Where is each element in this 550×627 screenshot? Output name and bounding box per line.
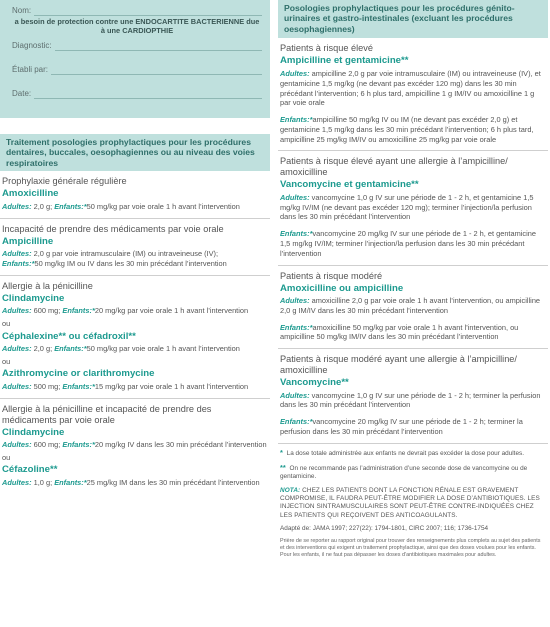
adultes-label: Adultes: bbox=[2, 249, 32, 259]
source-citation: Adapté de: JAMA 1997; 227(22): 1794-1801, CIRC 2007; 116; 1736-1754 bbox=[280, 525, 489, 533]
drug-name: Amoxicilline ou ampicilline bbox=[280, 282, 404, 294]
dose-text bbox=[2, 344, 268, 354]
nota-text: CHEZ LES PATIENTS DONT LA FONCTION RÉNALE EST GRAVEMENT COMPROMISE, IL FAUDRA PEUT-ÊTRE MODIFIER LA DOSE D’ANTIBIOTIQUES. LES INJECTION SINTRAMUSCULAIRES SONT PEUT-ÊTRE CONTRE-INDIQUÉES CHEZ LES PATIENTS QUI REÇOIVENT DES ANTICOAGULANTS. bbox=[280, 486, 540, 519]
star-mark: * bbox=[91, 440, 95, 450]
group-title: Patients à risque élevé bbox=[280, 43, 373, 54]
dose-text bbox=[2, 478, 268, 488]
date-label: Date: bbox=[12, 89, 32, 99]
drug-name: Ampicilline et gentamicine** bbox=[280, 55, 409, 67]
footnote-text: La dose totale administrée aux enfants ne devrait pas excéder la dose pour adultes. bbox=[286, 449, 524, 457]
left-section-penicillin-allergy bbox=[0, 281, 270, 399]
enfants-label: Enfants: bbox=[280, 229, 310, 239]
star-mark: * bbox=[309, 115, 313, 125]
dose-text bbox=[280, 69, 546, 108]
fine-print: Prière de se reporter au rapport original pour trouver des renseignements plus complets au sujet des patients et des interventions qui exigent un traitement prophylactique, ainsi que des doses voulues pour les enfants. Pour les enfants, il ne faut pas dépasser les doses d’antibiotiques maximales pour adultes. bbox=[280, 538, 541, 559]
dose-text bbox=[2, 440, 268, 450]
star-mark: * bbox=[309, 229, 313, 239]
child-dose: 20 mg/kg IV dans les 30 min précédant l’intervention bbox=[94, 440, 267, 450]
adult-dose: 2,0 g par voie intramusculaire (IM) ou intraveineuse (IV); bbox=[31, 249, 219, 259]
footnote-mark: ** bbox=[280, 463, 286, 473]
footnote-text: On ne recommande pas l’administration d’une seconde dose de vancomycine ou de gentamicine. bbox=[280, 465, 528, 481]
dose-text bbox=[280, 229, 546, 258]
dose-text bbox=[280, 296, 546, 316]
enfants-label: Enfants: bbox=[62, 440, 92, 450]
group-title: Patients à risque modéré bbox=[280, 270, 383, 281]
adultes-label: Adultes: bbox=[2, 440, 32, 450]
enfants-label: Enfants: bbox=[62, 306, 92, 316]
right-column bbox=[278, 0, 548, 564]
footnote-single-star bbox=[280, 448, 546, 458]
left-column bbox=[0, 0, 270, 494]
enfants-label: Enfants: bbox=[54, 201, 84, 211]
child-dose: 25 mg/kg IM dans les 30 min précédant l’intervention bbox=[86, 477, 260, 487]
star-mark: * bbox=[83, 201, 87, 211]
adult-dose: 2,0 g; bbox=[31, 344, 55, 354]
dose-text bbox=[280, 193, 546, 222]
star-mark: * bbox=[83, 477, 87, 487]
left-section-general bbox=[0, 176, 270, 218]
star-mark: * bbox=[91, 381, 95, 391]
or-separator: ou bbox=[2, 356, 11, 366]
nota-note bbox=[280, 487, 546, 520]
child-dose: 15 mg/kg par voie orale 1 h avant l’intervention bbox=[94, 381, 249, 391]
dose-text bbox=[2, 202, 268, 212]
drug-name: Amoxicilline bbox=[2, 188, 59, 200]
drug-name: Clindamycine bbox=[2, 426, 65, 438]
adultes-label: Adultes: bbox=[280, 192, 310, 202]
left-section-no-oral bbox=[0, 224, 270, 276]
dose-text bbox=[280, 323, 546, 343]
adult-dose: vancomycine 1,0 g IV sur une période de 1 - 2 h, et gentamicine 1,5 mg/kg IV/IM (ne devant pas excéder 120 mg); terminer l’injection/la perfusion dans les 30 min précédant l’intervention bbox=[280, 192, 534, 222]
or-separator: ou bbox=[2, 319, 11, 329]
child-dose: 50 mg/kg par voie orale 1 h avant l’intervention bbox=[86, 344, 240, 354]
nota-label: NOTA: bbox=[280, 486, 301, 494]
drug-name: Céphalexine** ou céfadroxil** bbox=[2, 330, 136, 342]
dose-text bbox=[280, 417, 546, 437]
adult-dose: 1,0 g; bbox=[31, 477, 55, 487]
star-mark: * bbox=[309, 417, 313, 427]
adult-dose: 2,0 g; bbox=[31, 201, 55, 211]
adult-dose: 600 mg; bbox=[31, 440, 63, 450]
star-mark: * bbox=[83, 344, 87, 354]
adultes-label: Adultes: bbox=[2, 381, 32, 391]
drug-name: Céfazoline** bbox=[2, 464, 58, 476]
diagnostic-label: Diagnostic: bbox=[12, 40, 52, 50]
adultes-label: Adultes: bbox=[2, 344, 32, 354]
etabli-line bbox=[51, 65, 262, 75]
drug-name: Vancomycine et gentamicine** bbox=[280, 179, 419, 191]
diagnostic-line bbox=[55, 41, 262, 51]
footnotes bbox=[278, 444, 548, 559]
left-section-header: Traitement posologies prophylactiques pour les procédures dentaires, buccales, oesophagiennes ou au niveau des voies respiratoires bbox=[0, 134, 270, 171]
left-section-allergy-no-oral bbox=[0, 404, 270, 494]
dose-text bbox=[280, 391, 546, 411]
adult-dose: 500 mg; bbox=[31, 381, 63, 391]
group-title: Incapacité de prendre des médicaments par voie orale bbox=[2, 223, 224, 234]
adultes-label: Adultes: bbox=[2, 306, 32, 316]
star-mark: * bbox=[309, 322, 313, 332]
enfants-label: Enfants: bbox=[280, 115, 310, 125]
adult-dose: amoxicilline 2,0 g par voie orale 1 h avant l’intervention, ou ampicilline 2,0 g IM/IV dans les 30 min précédant l’intervention bbox=[280, 296, 541, 315]
enfants-label: Enfants: bbox=[54, 477, 84, 487]
dose-text bbox=[2, 382, 268, 392]
group-title: Prophylaxie générale régulière bbox=[2, 176, 127, 187]
child-dose: ampicilline 50 mg/kg IV ou IM (ne devant pas excéder 2,0 g) et gentamicine 1,5 mg/kg dans les 30 min précédant l’intervention; 6 h plus tard, ampicilline 25 mg/kg IM/IV ou amoxicilline 25 mg/kg par voie orale bbox=[280, 115, 534, 144]
diagnostic-row bbox=[12, 41, 262, 51]
adultes-label: Adultes: bbox=[2, 477, 32, 487]
adult-dose: 600 mg; bbox=[31, 306, 63, 316]
star-mark: * bbox=[31, 259, 35, 269]
date-line bbox=[34, 89, 262, 99]
right-section-header: Posologies prophylactiques pour les procédures génito-urinaires et gastro-intestinales (excluant les procédures oesophagiennes) bbox=[278, 0, 548, 38]
adult-dose: ampicilline 2,0 g par voie intramusculaire (IM) ou intraveineuse (IV), et gentamicine 1,5 mg/kg (ne devant pas excéder 120 mg) dans les 30 min précédant l’intervention; 6 h plus tard, ampicilline 1 g IM/IV ou amoxicilline 1 g par voie orale bbox=[280, 68, 541, 108]
dose-text bbox=[2, 306, 268, 316]
star-mark: * bbox=[91, 306, 95, 316]
enfants-label: Enfants: bbox=[62, 381, 92, 391]
or-separator: ou bbox=[2, 452, 11, 462]
child-dose: 50 mg/kg IM ou IV dans les 30 min précédant l’intervention bbox=[34, 259, 227, 269]
group-title: Allergie à la pénicilline bbox=[2, 280, 93, 291]
patient-id-card bbox=[0, 0, 270, 118]
adultes-label: Adultes: bbox=[2, 201, 32, 211]
drug-name: Ampicilline bbox=[2, 235, 54, 247]
adultes-label: Adultes: bbox=[280, 296, 310, 306]
group-title: Patients à risque modéré ayant une allergie à l’ampicilline/ amoxicilline bbox=[280, 354, 517, 376]
dose-text bbox=[2, 249, 268, 269]
drug-name: Azithromycine or clarithromycine bbox=[2, 368, 155, 380]
dose-text bbox=[280, 115, 546, 144]
enfants-label: Enfants: bbox=[54, 344, 84, 354]
name-label: Nom: bbox=[12, 6, 32, 15]
enfants-label: Enfants: bbox=[280, 322, 310, 332]
date-row bbox=[12, 89, 262, 99]
child-dose: 50 mg/kg par voie orale 1 h avant l’intervention bbox=[86, 201, 240, 211]
etabli-label: Établi par: bbox=[12, 64, 49, 74]
child-dose: amoxicilline 50 mg/kg par voie orale 1 h avant l’intervention, ou ampicilline 50 mg/kg IM/IV dans les 30 min précédant l’intervention bbox=[280, 322, 519, 342]
adult-dose: vancomycine 1,0 g IV sur une période de 1 - 2 h; terminer la perfusion dans les 30 min précédant l’intervention bbox=[280, 390, 541, 410]
drug-name: Vancomycine** bbox=[280, 377, 349, 389]
footnote-mark: * bbox=[280, 447, 283, 457]
right-section-moderate-risk bbox=[278, 271, 548, 350]
right-section-high-risk-allergy bbox=[278, 156, 548, 265]
child-dose: vancomycine 20 mg/kg IV sur une période de 1 - 2 h, et gentamicine 1,5 mg/kg IV/IM; terminer l’injection/la perfusion dans les 30 min précédant l’intervention bbox=[280, 229, 536, 258]
name-line bbox=[34, 6, 262, 16]
drug-name: Clindamycine bbox=[2, 292, 65, 304]
id-card-subtitle: a besoin de protection contre une ENDOCARTITE BACTERIENNE due à une CARDIOPTHIE bbox=[14, 17, 260, 36]
child-dose: 20 mg/kg par voie orale 1 h avant l’intervention bbox=[94, 306, 249, 316]
adultes-label: Adultes: bbox=[280, 390, 310, 400]
right-section-high-risk bbox=[278, 43, 548, 151]
name-row bbox=[12, 6, 262, 16]
group-title: Allergie à la pénicilline et incapacité de prendre des médicaments par voie orale bbox=[2, 403, 212, 425]
child-dose: vancomycine 20 mg/kg IV sur une période de 1 - 2 h; terminer la perfusion dans les 30 min précédant l’intervention bbox=[280, 417, 523, 436]
enfants-label: Enfants: bbox=[2, 259, 32, 269]
footnote-double-star bbox=[280, 463, 546, 482]
adultes-label: Adultes: bbox=[280, 68, 310, 78]
etabli-row bbox=[12, 65, 262, 75]
group-title: Patients à risque élevé ayant une allergie à l’ampicilline/ amoxicilline bbox=[280, 156, 508, 178]
enfants-label: Enfants: bbox=[280, 417, 310, 427]
right-section-moderate-risk-allergy bbox=[278, 354, 548, 444]
